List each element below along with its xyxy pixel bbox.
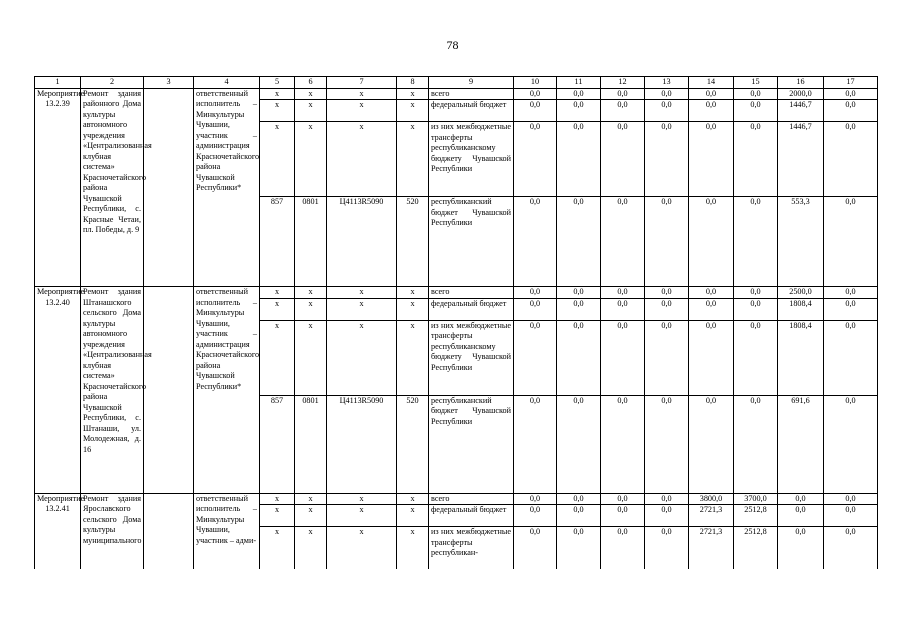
measure-name-cell: Ремонт здания районного Дома культуры автономного учреждения «Централизованная клубная система» Красночетайского района Чувашской Республики, с. Красные Четаи, пл. Победы, д. 9 [81,88,144,287]
value-cell: 0,0 [824,287,878,299]
funding-source-cell: из них межбюджетные трансферты республиканскому бюджету Чувашской Республики [429,320,514,395]
value-cell: 0,0 [514,100,557,122]
value-cell: 0,0 [601,493,645,505]
value-cell: 0,0 [824,100,878,122]
value-cell: 0,0 [557,505,601,527]
value-cell: 691,6 [778,395,824,493]
value-cell: 0,0 [601,298,645,320]
expense-type-cell: x [397,527,429,569]
section-code-cell: x [295,505,327,527]
target-article-cell: x [327,100,397,122]
header-cell: 3 [144,77,194,89]
value-cell: 0,0 [824,122,878,197]
value-cell: 0,0 [557,100,601,122]
value-cell: 0,0 [514,320,557,395]
section-code-cell: x [295,527,327,569]
value-cell: 2500,0 [778,287,824,299]
value-cell: 0,0 [734,122,778,197]
value-cell: 0,0 [689,320,734,395]
expense-type-cell: 520 [397,197,429,287]
value-cell: 0,0 [689,100,734,122]
section-code-cell: x [295,100,327,122]
header-cell: 9 [429,77,514,89]
header-cell: 12 [601,77,645,89]
value-cell: 0,0 [824,493,878,505]
funding-source-cell: из них межбюджетные трансферты республиканскому бюджету Чувашской Республики [429,122,514,197]
value-cell: 0,0 [557,527,601,569]
value-cell: 0,0 [645,197,689,287]
value-cell: 0,0 [824,320,878,395]
value-cell: 0,0 [601,197,645,287]
value-cell: 0,0 [734,320,778,395]
measure-name-cell: Ремонт здания Штанашского сельского Дома культуры автономного учреждения «Централизованная клубная система» Красночетайского района Чувашской Республики, с. Штанаши, ул. Молодежная, д. 16 [81,287,144,494]
budget-table [34,76,878,569]
empty-cell [144,287,194,494]
funding-source-cell: федеральный бюджет [429,505,514,527]
value-cell: 2721,3 [689,505,734,527]
value-cell: 0,0 [734,395,778,493]
value-cell: 0,0 [824,197,878,287]
value-cell: 0,0 [645,287,689,299]
value-cell: 0,0 [645,505,689,527]
empty-cell [144,88,194,287]
target-article-cell: x [327,122,397,197]
header-cell: 14 [689,77,734,89]
header-cell: 10 [514,77,557,89]
section-code-cell: x [295,298,327,320]
grbs-code-cell: x [260,493,295,505]
responsible-cell: ответственный исполнитель – Минкультуры Чувашии, участник – администрация Красночетайского района Чувашской Республики* [194,287,260,494]
value-cell: 0,0 [557,197,601,287]
value-cell: 0,0 [734,298,778,320]
funding-source-cell: всего [429,493,514,505]
header-cell: 6 [295,77,327,89]
value-cell: 0,0 [601,395,645,493]
value-cell: 0,0 [557,122,601,197]
funding-source-cell: федеральный бюджет [429,298,514,320]
value-cell: 3800,0 [689,493,734,505]
value-cell: 0,0 [645,527,689,569]
section-code-cell: 0801 [295,197,327,287]
value-cell: 0,0 [689,88,734,100]
target-article-cell: x [327,493,397,505]
value-cell: 2512,8 [734,527,778,569]
grbs-code-cell: x [260,527,295,569]
grbs-code-cell: x [260,505,295,527]
responsible-cell: ответственный исполнитель – Минкультуры Чувашии, участник – адми- [194,493,260,569]
page-number: 78 [446,38,459,52]
value-cell: 1808,4 [778,320,824,395]
expense-type-cell: x [397,493,429,505]
header-cell: 2 [81,77,144,89]
value-cell: 1446,7 [778,122,824,197]
table-row [35,493,878,505]
header-row [35,77,878,89]
measure-id-cell: Мероприятие 13.2.40 [35,287,81,494]
value-cell: 0,0 [734,287,778,299]
target-article-cell: x [327,88,397,100]
section-code-cell: x [295,493,327,505]
target-article-cell: x [327,287,397,299]
value-cell: 0,0 [778,527,824,569]
value-cell: 0,0 [601,505,645,527]
value-cell: 0,0 [557,287,601,299]
value-cell: 0,0 [824,505,878,527]
value-cell: 0,0 [557,395,601,493]
value-cell: 0,0 [778,505,824,527]
value-cell: 0,0 [514,122,557,197]
value-cell: 1446,7 [778,100,824,122]
value-cell: 0,0 [514,287,557,299]
value-cell: 0,0 [514,197,557,287]
value-cell: 0,0 [824,88,878,100]
value-cell: 2721,3 [689,527,734,569]
value-cell: 0,0 [645,298,689,320]
value-cell: 1808,4 [778,298,824,320]
section-code-cell: x [295,122,327,197]
section-code-cell: x [295,88,327,100]
expense-type-cell: x [397,122,429,197]
value-cell: 0,0 [645,493,689,505]
funding-source-cell: республиканский бюджет Чувашской Республики [429,197,514,287]
header-cell: 7 [327,77,397,89]
value-cell: 553,3 [778,197,824,287]
header-cell: 4 [194,77,260,89]
header-cell: 16 [778,77,824,89]
value-cell: 0,0 [514,527,557,569]
header-cell: 17 [824,77,878,89]
value-cell: 0,0 [778,493,824,505]
target-article-cell: x [327,527,397,569]
value-cell: 0,0 [514,493,557,505]
value-cell: 0,0 [601,287,645,299]
value-cell: 0,0 [601,527,645,569]
value-cell: 0,0 [645,395,689,493]
table-row [35,287,878,299]
grbs-code-cell: x [260,320,295,395]
grbs-code-cell: x [260,298,295,320]
header-cell: 15 [734,77,778,89]
measure-id-cell: Мероприятие 13.2.41 [35,493,81,569]
value-cell: 0,0 [514,88,557,100]
value-cell: 0,0 [645,122,689,197]
responsible-cell: ответственный исполнитель – Минкультуры Чувашии, участник – администрация Красночетайского района Чувашской Республики* [194,88,260,287]
value-cell: 3700,0 [734,493,778,505]
value-cell: 0,0 [557,88,601,100]
expense-type-cell: x [397,298,429,320]
value-cell: 0,0 [645,100,689,122]
header-cell: 8 [397,77,429,89]
section-code-cell: x [295,320,327,395]
funding-source-cell: федеральный бюджет [429,100,514,122]
funding-source-cell: республиканский бюджет Чувашской Республики [429,395,514,493]
value-cell: 0,0 [601,88,645,100]
header-cell: 13 [645,77,689,89]
value-cell: 0,0 [514,505,557,527]
section-code-cell: x [295,287,327,299]
target-article-cell: Ц4113R5090 [327,395,397,493]
value-cell: 0,0 [557,493,601,505]
grbs-code-cell: 857 [260,197,295,287]
value-cell: 0,0 [689,395,734,493]
grbs-code-cell: x [260,122,295,197]
expense-type-cell: x [397,320,429,395]
target-article-cell: x [327,298,397,320]
value-cell: 0,0 [689,298,734,320]
expense-type-cell: x [397,287,429,299]
value-cell: 0,0 [557,320,601,395]
header-cell: 5 [260,77,295,89]
grbs-code-cell: x [260,100,295,122]
expense-type-cell: x [397,88,429,100]
value-cell: 0,0 [601,320,645,395]
value-cell: 0,0 [734,88,778,100]
funding-source-cell: из них межбюджетные трансферты республикан- [429,527,514,569]
target-article-cell: x [327,505,397,527]
grbs-code-cell: x [260,287,295,299]
header-cell: 1 [35,77,81,89]
value-cell: 0,0 [824,298,878,320]
value-cell: 0,0 [734,197,778,287]
value-cell: 0,0 [689,122,734,197]
expense-type-cell: x [397,505,429,527]
value-cell: 0,0 [689,197,734,287]
measure-name-cell: Ремонт здания Ярославского сельского Дома культуры муниципального [81,493,144,569]
header-cell: 11 [557,77,601,89]
value-cell: 0,0 [557,298,601,320]
value-cell: 0,0 [601,122,645,197]
grbs-code-cell: x [260,88,295,100]
value-cell: 0,0 [824,395,878,493]
value-cell: 0,0 [824,527,878,569]
funding-source-cell: всего [429,287,514,299]
grbs-code-cell: 857 [260,395,295,493]
funding-source-cell: всего [429,88,514,100]
value-cell: 0,0 [514,395,557,493]
value-cell: 2512,8 [734,505,778,527]
target-article-cell: Ц4113R5090 [327,197,397,287]
value-cell: 0,0 [514,298,557,320]
value-cell: 0,0 [689,287,734,299]
empty-cell [144,493,194,569]
measure-id-cell: Мероприятие 13.2.39 [35,88,81,287]
value-cell: 0,0 [601,100,645,122]
expense-type-cell: x [397,100,429,122]
value-cell: 0,0 [645,320,689,395]
target-article-cell: x [327,320,397,395]
value-cell: 2000,0 [778,88,824,100]
section-code-cell: 0801 [295,395,327,493]
table-row [35,88,878,100]
value-cell: 0,0 [645,88,689,100]
expense-type-cell: 520 [397,395,429,493]
value-cell: 0,0 [734,100,778,122]
